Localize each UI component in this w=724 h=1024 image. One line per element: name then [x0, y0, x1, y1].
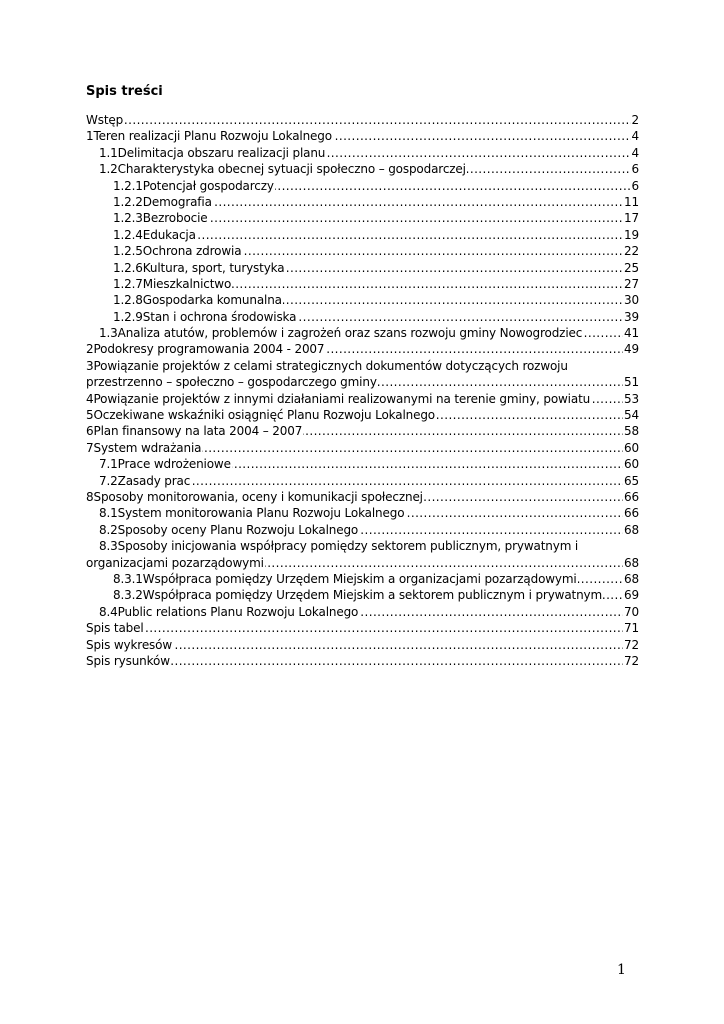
toc-entry-number: 7: [86, 440, 94, 455]
toc-entry-text: Powiązanie projektów z celami strategicznych dokumentów dotyczących rozwoju: [93, 358, 568, 373]
toc-entry-number: 1.2: [99, 162, 118, 177]
toc-page-number: 4: [631, 129, 639, 144]
toc-page-number: 60: [624, 440, 639, 455]
toc-entry[interactable]: [86, 161, 639, 177]
toc-entry[interactable]: [86, 522, 639, 538]
toc-entry-number: 1.2.8: [113, 293, 143, 308]
toc-entry-number: 1.3: [99, 326, 118, 341]
toc-page-number: 58: [624, 424, 639, 439]
toc-entry-first-line: [86, 358, 639, 374]
toc-entry[interactable]: [86, 260, 639, 276]
toc-entry-text: Public relations Planu Rozwoju Lokalnego: [117, 604, 359, 619]
toc-entry[interactable]: [86, 653, 639, 669]
toc-entry[interactable]: [86, 243, 639, 259]
toc-entry[interactable]: [86, 637, 639, 653]
toc-entry[interactable]: [86, 358, 639, 391]
toc-entry-text: Mieszkalnictwo: [142, 276, 232, 291]
toc-entry-text: Analiza atutów, problemów i zagrożeń oraz szans rozwoju gminy Nowogrodziec: [117, 326, 583, 341]
toc-entry-text: Gospodarka komunalna: [142, 293, 282, 308]
toc-entry-text: Charakterystyka obecnej sytuacji społeczno – gospodarczej: [117, 162, 466, 177]
toc-entry-number: 7.1: [99, 457, 118, 472]
toc-entry-text: System wdrażania: [93, 440, 202, 455]
toc-page-number: 27: [624, 276, 639, 291]
toc-entry-number: 1.2.3: [113, 211, 143, 226]
toc-page-number: 54: [624, 408, 639, 423]
toc-entry-text: Demografia: [142, 194, 212, 209]
toc-entry-number: 1: [86, 129, 94, 144]
toc-entry-text: Edukacja: [142, 227, 196, 242]
page-number: 1: [617, 962, 626, 978]
toc-entry-text-continued: przestrzenno – społeczno – gospodarczego gminy: [86, 375, 377, 390]
toc-entry[interactable]: [86, 587, 639, 603]
toc-entry[interactable]: [86, 325, 639, 341]
toc-entry[interactable]: [86, 309, 639, 325]
toc-entry[interactable]: [86, 489, 639, 505]
toc-entry-number: 1.2.2: [113, 194, 143, 209]
toc-entry[interactable]: [86, 178, 639, 194]
toc-page-number: 68: [624, 522, 639, 537]
toc-entry[interactable]: [86, 227, 639, 243]
toc-entry-text: Plan finansowy na lata 2004 – 2007: [93, 424, 303, 439]
toc-page-number: 60: [624, 457, 639, 472]
toc-entry-text: Kultura, sport, turystyka: [142, 260, 285, 275]
toc-entry-number: 3: [86, 358, 94, 373]
toc-leader-dots: [86, 620, 639, 636]
toc-page-number: 66: [624, 506, 639, 521]
toc-entry[interactable]: [86, 145, 639, 161]
table-of-contents: [86, 112, 639, 669]
toc-entry-text-continued: organizacjami pozarządowymi: [86, 555, 264, 570]
toc-page-number: 19: [624, 227, 639, 242]
toc-page-number: 65: [624, 473, 639, 488]
toc-page-number: 22: [624, 244, 639, 259]
toc-entry-number: 2: [86, 342, 94, 357]
toc-entry[interactable]: [86, 571, 639, 587]
toc-entry-number: 4: [86, 391, 94, 406]
toc-page-number: 70: [624, 604, 639, 619]
toc-entry-text: Podokresy programowania 2004 - 2007: [93, 342, 325, 357]
toc-entry[interactable]: [86, 276, 639, 292]
toc-entry[interactable]: [86, 423, 639, 439]
toc-entry[interactable]: [86, 538, 639, 571]
toc-entry-text: Prace wdrożeniowe: [117, 457, 231, 472]
toc-page-number: 68: [624, 571, 639, 586]
toc-entry-text: Ochrona zdrowia: [142, 244, 242, 259]
toc-entry[interactable]: [86, 112, 639, 128]
toc-entry[interactable]: [86, 210, 639, 226]
toc-entry[interactable]: [86, 456, 639, 472]
page-title: Spis treści: [86, 84, 163, 99]
toc-page-number: 72: [624, 637, 639, 652]
toc-entry-number: 6: [86, 424, 94, 439]
toc-page-number: 53: [624, 391, 639, 406]
toc-page-number: 6: [631, 178, 639, 193]
toc-entry-last-line: [86, 374, 639, 390]
toc-entry-number: 8.4: [99, 604, 118, 619]
toc-entry-text: Sposoby monitorowania, oceny i komunikacji społecznej: [93, 490, 423, 504]
toc-entry[interactable]: [86, 604, 639, 620]
toc-page-number: 17: [624, 211, 639, 226]
toc-entry-number: 1.1: [99, 145, 118, 160]
toc-entry-text: Teren realizacji Planu Rozwoju Lokalnego: [93, 129, 332, 144]
toc-entry-number: 8.2: [99, 522, 118, 537]
toc-page-number: 30: [624, 293, 639, 308]
toc-entry[interactable]: [86, 505, 639, 521]
toc-entry-number: 8.3.2: [113, 588, 143, 603]
toc-entry[interactable]: [86, 620, 639, 636]
toc-entry-text: Potencjał gospodarczy: [142, 178, 274, 193]
toc-page-number: 6: [631, 162, 639, 177]
toc-entry-number: 1.2.5: [113, 244, 143, 259]
toc-entry-number: 1.2.7: [113, 276, 143, 291]
toc-entry-number: 7.2: [99, 473, 118, 488]
toc-entry[interactable]: [86, 473, 639, 489]
toc-page-number: 51: [624, 375, 639, 390]
toc-entry-text: Delimitacja obszaru realizacji planu: [117, 145, 326, 160]
toc-page-number: 72: [624, 653, 639, 668]
toc-entry-number: 5: [86, 408, 94, 423]
toc-entry-number: 1.2.4: [113, 227, 143, 242]
toc-entry-number: 8.3.1: [113, 571, 143, 586]
toc-leader-dots: [86, 112, 639, 128]
toc-entry-number: 1.2.1: [113, 178, 143, 193]
toc-entry-text: Sposoby oceny Planu Rozwoju Lokalnego: [117, 522, 359, 537]
toc-page-number: 41: [624, 326, 639, 341]
toc-page-number: 25: [624, 260, 639, 275]
toc-page-number: 11: [624, 194, 639, 209]
toc-entry-text: Oczekiwane wskaźniki osiągnięć Planu Rozwoju Lokalnego: [93, 408, 435, 423]
toc-entry[interactable]: [86, 128, 639, 144]
toc-page-number: 49: [624, 342, 639, 357]
toc-page-number: 2: [631, 112, 639, 127]
toc-page-number: 71: [624, 621, 639, 636]
toc-entry-text: Stan i ochrona środowiska: [142, 309, 297, 324]
toc-page-number: 69: [624, 588, 639, 603]
toc-page-number: 4: [631, 145, 639, 160]
toc-entry-number: 8: [86, 490, 94, 504]
toc-entry[interactable]: [86, 440, 639, 456]
toc-entry-text: System monitorowania Planu Rozwoju Lokalnego: [117, 506, 405, 521]
toc-entry-number: 1.2.9: [113, 309, 143, 324]
toc-entry-text: Spis rysunków: [86, 653, 170, 668]
toc-entry-number: 8.3: [99, 539, 118, 554]
toc-entry[interactable]: [86, 341, 639, 357]
toc-entry-text: Sposoby inicjowania współpracy pomiędzy sektorem publicznym, prywatnym i: [117, 539, 579, 554]
toc-page-number: 68: [624, 555, 639, 570]
toc-entry[interactable]: [86, 391, 639, 407]
toc-entry-number: 8.1: [99, 506, 118, 521]
toc-entry-text: Bezrobocie: [142, 211, 208, 226]
toc-entry-text: Spis wykresów: [86, 637, 173, 652]
toc-entry-last-line: [86, 555, 639, 571]
toc-entry-text: Zasady prac: [117, 473, 191, 488]
toc-entry[interactable]: [86, 292, 639, 308]
toc-entry-first-line: [99, 538, 639, 554]
toc-page-number: 66: [624, 489, 639, 504]
toc-entry-text: Wstęp: [86, 113, 124, 127]
toc-entry-number: 1.2.6: [113, 260, 143, 275]
toc-entry-text: Spis tabel: [86, 621, 144, 636]
toc-entry-text: Współpraca pomiędzy Urzędem Miejskim a sektorem publicznym i prywatnym: [142, 588, 603, 603]
toc-entry-text: Powiązanie projektów z innymi działaniami realizowanymi na terenie gminy, powiatu: [93, 391, 591, 406]
toc-entry[interactable]: [86, 407, 639, 423]
toc-entry[interactable]: [86, 194, 639, 210]
toc-page-number: 39: [624, 309, 639, 324]
toc-entry-text: Współpraca pomiędzy Urzędem Miejskim a organizacjami pozarządowymi: [142, 571, 577, 586]
